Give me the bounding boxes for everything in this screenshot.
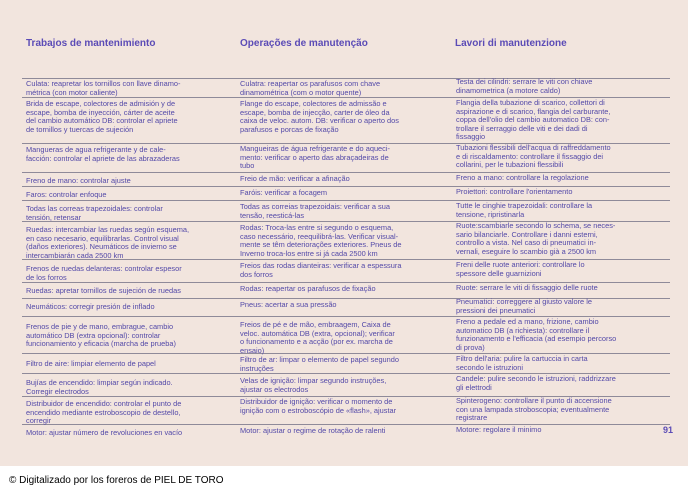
cell-italian: Pneumatici: correggere al giusto valore le pressioni dei pneumatici [456, 297, 592, 315]
cell-spanish: Frenos de pie y de mano, embrague, cambio automático DB (extra opcional): controlar funcionamiento y eficacia (marcha de prueba) [26, 322, 176, 349]
header-portuguese: Operações de manutenção [240, 38, 368, 49]
cell-italian: Spinterogeno: controllare il punto di accensione con una lampada stroboscopia; eventualmente registrare [456, 396, 612, 423]
cell-spanish: Neumáticos: corregir presión de inflado [26, 302, 155, 311]
cell-italian: Filtro dell'aria: pulire la cartuccia in carta secondo le istruzioni [456, 354, 588, 372]
cell-portuguese: Rodas: reapertar os parafusos de fixação [240, 284, 376, 293]
cell-italian: Ruote:scambiarle secondo lo schema, se neces- sario bilanciarle. Controllare i danni esterni, controllo a vista. Nel caso di pneumatici in- vernali, eseguire lo scambio già a 2500 km [456, 221, 616, 256]
page-number: 91 [663, 425, 674, 435]
cell-italian: Freni delle ruote anteriori: controllare lo spessore delle guarnizioni [456, 260, 585, 278]
cell-italian: Freno a mano: controllare la regolazione [456, 173, 589, 182]
cell-spanish: Todas las correas trapezoidales: controlar tensión, retensar [26, 204, 163, 222]
cell-spanish: Freno de mano: controlar ajuste [26, 176, 131, 185]
cell-italian: Tubazioni flessibili dell'acqua di raffreddamento e di riscaldamento: controllare il fissaggio dei collarini, per le tubazioni flessibili [456, 143, 611, 170]
cell-spanish: Frenos de ruedas delanteras: controlar espesor de los forros [26, 264, 182, 282]
cell-portuguese: Pneus: acertar a sua pressão [240, 300, 337, 309]
cell-spanish: Motor: ajustar número de revoluciones en vacío [26, 428, 183, 437]
header-italian: Lavori di manutenzione [455, 38, 567, 49]
cell-portuguese: Rodas: Troca-las entre si segundo o esquema, caso necessário, reequilibrá-las. Verificar visual- mente se têm deteriorações exteriores. Pneus de Inverno troca-los entre si já cada 2500 km [240, 223, 402, 258]
scan-credit: © Digitalizado por los foreros de PIEL DE TORO [9, 475, 224, 486]
cell-portuguese: Todas as correias trapezoidais: verificar a sua tensão, reesticá-las [240, 202, 390, 220]
cell-portuguese: Culatra: reapertar os parafusos com chave dinamométrica (com o motor quente) [240, 79, 381, 97]
cell-italian: Motore: regolare il minimo [456, 425, 542, 434]
cell-italian: Tutte le cinghie trapezoidali: controllare la tensione, ripristinarla [456, 201, 593, 219]
cell-portuguese: Freio de mão: verificar a afinação [240, 174, 350, 183]
cell-spanish: Culata: reapretar los tornillos con llave dinamo- métrica (con motor caliente) [26, 79, 181, 97]
cell-portuguese: Freios de pé e de mão, embraagem, Caixa de veloc. automática DB (extra, opcional); verificar o funcionamento e a acção (por ex. marcha de ensaio) [240, 320, 395, 355]
cell-spanish: Distribuidor de encendido: controlar el punto de encendido mediante estroboscopio de destello, corregir [26, 399, 182, 426]
cell-italian: Proiettori: controllare l'orientamento [456, 187, 573, 196]
cell-portuguese: Freios das rodas dianteiras: verificar a espessura dos forros [240, 261, 402, 279]
cell-spanish: Mangueras de agua refrigerante y de cale- facción: controlar el apriete de las abrazaderas [26, 145, 180, 163]
cell-spanish: Faros: controlar enfoque [26, 190, 107, 199]
cell-portuguese: Flange do escape, colectores de admissão e escape, bomba de injecção, carter de óleo da caixa de veloc. autom. DB: verificar o aperto dos parafusos e porcas de fixação [240, 99, 399, 134]
cell-portuguese: Motor: ajustar o regime de rotação de ralenti [240, 426, 386, 435]
cell-italian: Flangia della tubazione di scarico, collettori di aspirazione e di scarico, flangia del carburante, coppa dell'olio del cambio automatico DB: con- trollare il serraggio delle viti e dei dadi di fissaggio [456, 98, 611, 142]
cell-portuguese: Filtro de ar: limpar o elemento de papel segundo instruções [240, 355, 399, 373]
cell-portuguese: Mangueiras de água refrigerante e do aqueci- mento: verificar o aperto das abraçadeiras de tubo [240, 144, 390, 171]
cell-portuguese: Faróis: verificar a focagem [240, 188, 328, 197]
cell-spanish: Brida de escape, colectores de admisión y de escape, bomba de inyección, cárter de aceite del cambio automático DB: controlar el apriete de tornillos y tuercas de sujeción [26, 99, 178, 134]
cell-spanish: Bujías de encendido: limpiar según indicado. Corregir electrodos [26, 378, 173, 396]
cell-spanish: Filtro de aire: limpiar elemento de papel [26, 359, 156, 368]
cell-italian: Freno a pedale ed a mano, frizione, cambio automatico DB (a richiesta): controllare il funzionamento e l'efficacia (ad esempio percorso di prova) [456, 317, 617, 352]
cell-spanish: Ruedas: apretar tornillos de sujeción de ruedas [26, 286, 181, 295]
cell-spanish: Ruedas: intercambiar las ruedas según esquema, en caso necesario, equilibrarlas. Control visual (daños exteriores). Neumáticos de invierno se intercambiarán cada 2500 km [26, 225, 190, 260]
cell-italian: Testa dei cilindri: serrare le viti con chiave dinamometrica (a motore caldo) [456, 77, 593, 95]
cell-portuguese: Distribuidor de ignição: verificar o momento de ignição com o estroboscópio de «flash», ajustar [240, 397, 397, 415]
cell-italian: Ruote: serrare le viti di fissaggio delle ruote [456, 283, 598, 292]
row-divider [22, 186, 670, 187]
header-spanish: Trabajos de mantenimiento [26, 38, 156, 49]
cell-portuguese: Velas de ignição: limpar segundo instruções, ajustar os electrodos [240, 376, 387, 394]
cell-italian: Candele: pulire secondo le istruzioni, raddrizzare gli elettrodi [456, 374, 616, 392]
